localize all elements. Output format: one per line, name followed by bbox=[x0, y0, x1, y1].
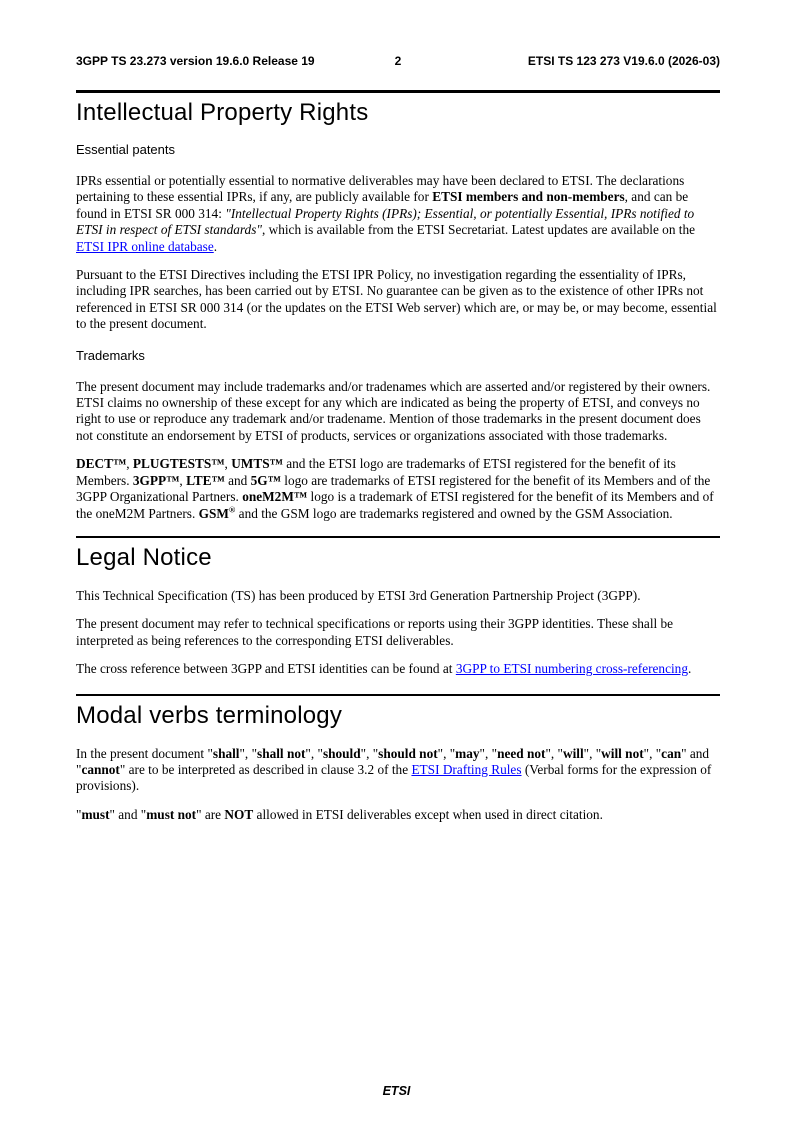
text-run: ", " bbox=[360, 745, 379, 761]
text-run: " are bbox=[196, 806, 225, 822]
text-run: logo are trademarks of ETSI registered for the benefit of its Members and of the 3GPP Organizational Partners. bbox=[76, 472, 711, 505]
text-run: " and " bbox=[76, 745, 710, 777]
page-header bbox=[76, 54, 720, 68]
text-run: ® bbox=[228, 504, 236, 515]
text-run: must not bbox=[146, 806, 197, 822]
text-run: . bbox=[687, 661, 692, 677]
text-run: NOT bbox=[224, 806, 254, 822]
text-run: shall bbox=[212, 745, 240, 761]
text-run: " and " bbox=[109, 806, 147, 822]
text-run: "Intellectual Property Rights (IPRs); Essential, or potentially Essential, IPRs notified to ETSI in respect of ETSI standards" bbox=[76, 205, 695, 238]
text-run: ETSI members and non-members bbox=[432, 189, 625, 205]
heading-legal-notice: Legal Notice bbox=[76, 536, 720, 572]
text-run: DECT™ bbox=[76, 456, 127, 472]
page-footer-etsi: ETSI bbox=[382, 1084, 411, 1098]
subheading-essential-patents: Essential patents bbox=[76, 142, 176, 157]
text-run: The cross reference between 3GPP and ETSI identities can be found at bbox=[76, 661, 456, 677]
text-run: should not bbox=[378, 745, 438, 761]
text-run: 5G™ bbox=[250, 472, 281, 488]
text-run: ", " bbox=[583, 745, 602, 761]
text-run: ", " bbox=[239, 745, 258, 761]
heading-modal-verbs-terminology: Modal verbs terminology bbox=[76, 694, 720, 730]
text-run: " bbox=[76, 806, 82, 822]
paragraph-trademarks-2 bbox=[76, 456, 720, 522]
text-run: LTE™ bbox=[186, 472, 225, 488]
section-modal-verbs-terminology bbox=[76, 694, 720, 824]
text-run: , and can be found in ETSI SR 000 314: bbox=[76, 189, 689, 221]
text-run: , which is available from the ETSI Secretariat. Latest updates are available on the bbox=[261, 222, 696, 238]
text-run: , bbox=[179, 472, 187, 488]
text-run: ", " bbox=[643, 745, 662, 761]
text-run: should bbox=[322, 745, 361, 761]
text-run: 3GPP™ bbox=[132, 472, 180, 488]
paragraph-modal-verbs-1 bbox=[76, 746, 720, 795]
text-run: shall not bbox=[257, 745, 306, 761]
text-run: GSM bbox=[198, 505, 229, 521]
text-run: allowed in ETSI deliverables except when used in direct citation. bbox=[253, 806, 603, 822]
text-run: PLUGTESTS™ bbox=[132, 456, 225, 472]
text-run: and bbox=[224, 472, 251, 488]
text-run: UMTS™ bbox=[231, 456, 283, 472]
text-run: IPRs essential or potentially essential to normative deliverables may have been declared to ETSI. The declarations pertaining to these essential IPRs, if any, are publicly available for bbox=[76, 173, 685, 205]
heading-intellectual-property-rights: Intellectual Property Rights bbox=[76, 90, 720, 127]
text-run: , bbox=[224, 456, 232, 472]
etsi-ipr-online-database-link[interactable]: ETSI IPR online database bbox=[76, 238, 214, 254]
text-run: logo is a trademark of ETSI registered for the benefit of its Members and of the oneM2M Partners. bbox=[76, 489, 714, 521]
text-run: can bbox=[661, 745, 682, 761]
header-page-number: 2 bbox=[394, 54, 402, 68]
text-run: oneM2M™ bbox=[242, 489, 308, 505]
text-run: ", " bbox=[545, 745, 563, 761]
text-run: must bbox=[81, 806, 110, 822]
text-run: will bbox=[562, 745, 584, 761]
text-run: " are to be interpreted as described in clause 3.2 of the bbox=[119, 761, 412, 777]
subheading-trademarks: Trademarks bbox=[76, 347, 145, 363]
text-run: and the GSM logo are trademarks registered and owned by the GSM Association. bbox=[235, 505, 673, 521]
paragraph-modal-verbs-2 bbox=[76, 807, 720, 823]
text-run: (Verbal forms for the expression of provisions). bbox=[76, 761, 712, 794]
text-run: ", " bbox=[479, 745, 498, 761]
paragraph-legal-2: The present document may refer to technical specifications or reports using their 3GPP identities. These shall be interpreted as being references to the corresponding ETSI deliverables. bbox=[76, 616, 674, 648]
paragraph-essential-patents-2: Pursuant to the ETSI Directives including the ETSI IPR Policy, no investigation regarding the essentiality of IPRs, including IPR searches, has been carried out by ETSI. No guarantee can be given as to the existence of other IPRs not referenced in ETSI SR 000 314 (or the updates on the ETSI Web server) which are, or may be, or may become, essential to the present document. bbox=[76, 267, 717, 332]
header-document-id: 3GPP TS 23.273 version 19.6.0 Release 19 bbox=[76, 54, 315, 68]
etsi-drafting-rules-link[interactable]: ETSI Drafting Rules bbox=[411, 761, 522, 777]
paragraph-essential-patents-1 bbox=[76, 173, 720, 255]
paragraph-legal-3 bbox=[76, 661, 720, 677]
text-run: and the ETSI logo are trademarks of ETSI registered for the benefit of its Members. bbox=[76, 456, 676, 488]
text-run: In the present document " bbox=[76, 745, 213, 761]
text-run: may bbox=[455, 745, 480, 761]
section-intellectual-property-rights bbox=[76, 90, 720, 522]
text-run: , bbox=[126, 456, 133, 472]
text-run: ", " bbox=[437, 745, 456, 761]
text-run: will not bbox=[601, 745, 644, 761]
section-legal-notice bbox=[76, 536, 720, 678]
text-run: need not bbox=[497, 745, 546, 761]
header-etsi-reference: ETSI TS 123 273 V19.6.0 (2026-03) bbox=[527, 54, 720, 68]
text-run: ", " bbox=[305, 745, 323, 761]
paragraph-legal-1: This Technical Specification (TS) has been produced by ETSI 3rd Generation Partnership Project (3GPP). bbox=[76, 587, 641, 603]
text-run: . bbox=[213, 238, 218, 254]
paragraph-trademarks-1: The present document may include trademarks and/or tradenames which are asserted and/or registered by their owners. ETSI claims no ownership of these except for any which are indicated as being the property of ETSI, and conveys no right to use or reproduce any trademark and/or tradename. Mention of those trademarks in the present document does not constitute an endorsement by ETSI of products, services or organizations associated with those trademarks. bbox=[76, 378, 711, 443]
text-run: cannot bbox=[81, 761, 120, 777]
3gpp-etsi-numbering-cross-referencing-link[interactable]: 3GPP to ETSI numbering cross-referencing bbox=[455, 661, 688, 677]
